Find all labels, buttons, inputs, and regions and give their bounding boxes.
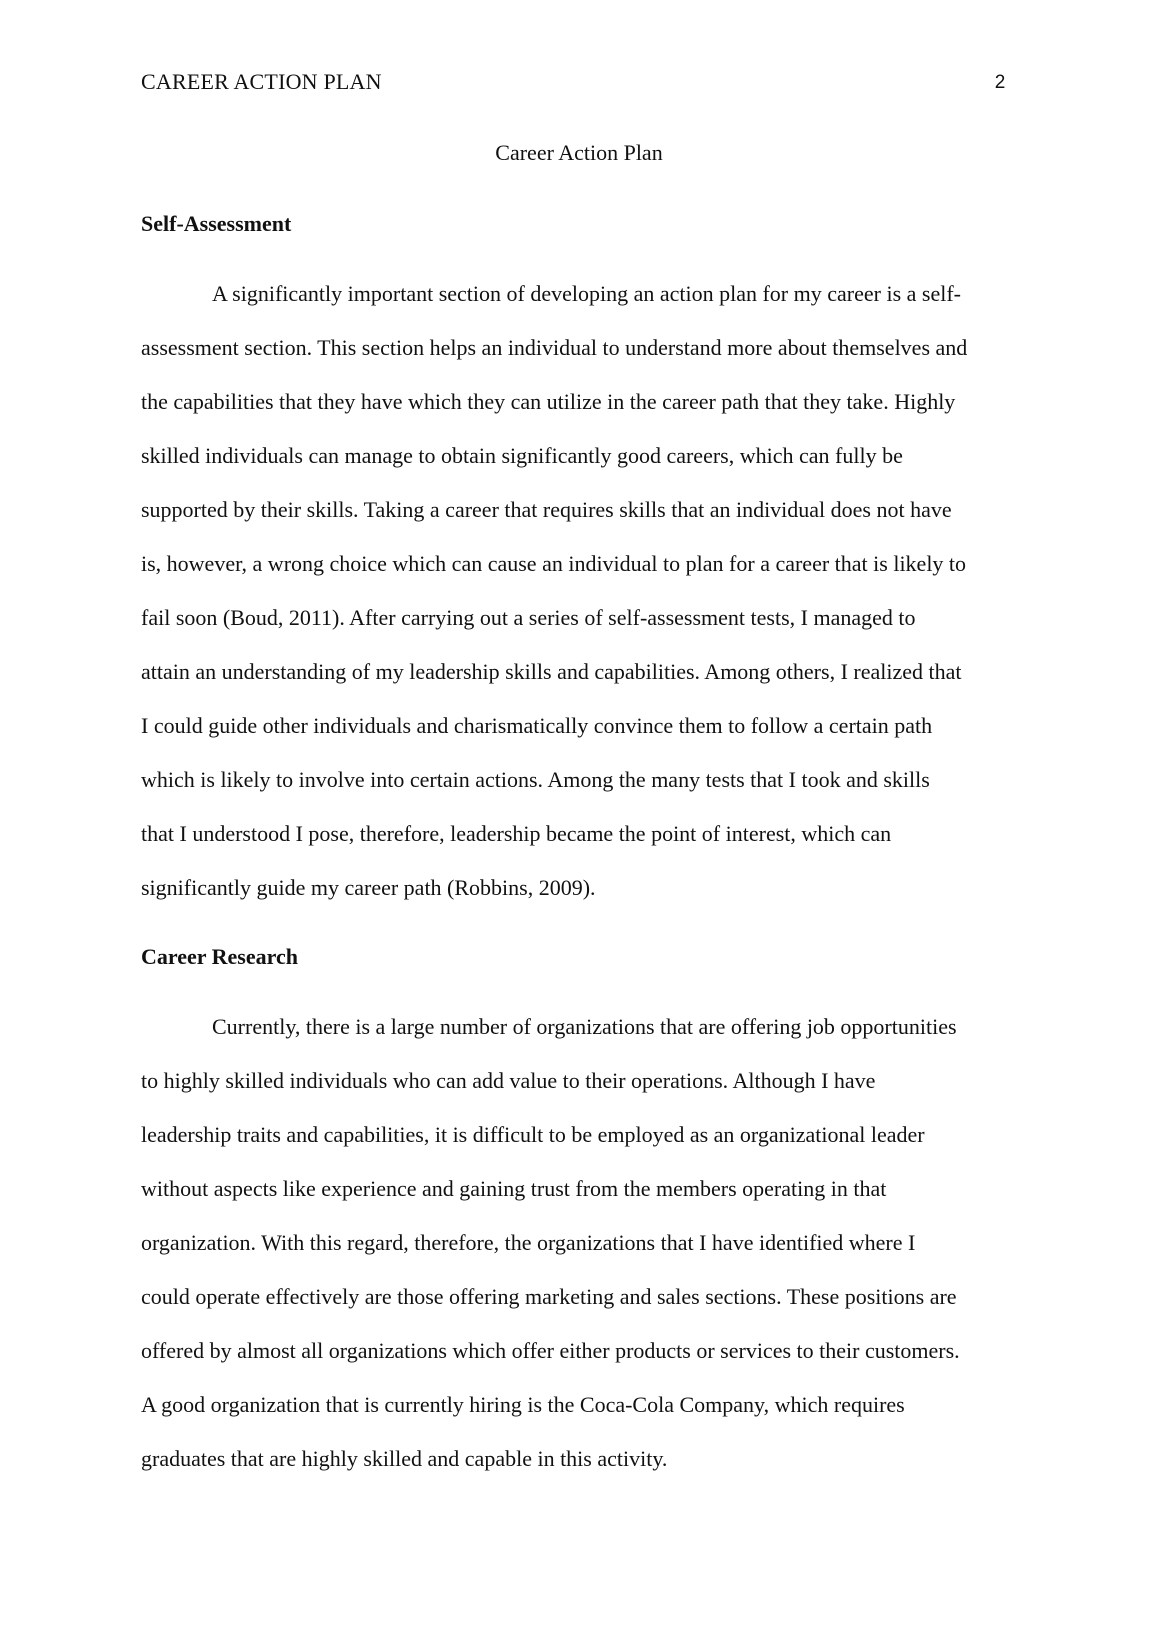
paragraph-line: to highly skilled individuals who can add value to their operations. Although I have xyxy=(141,1068,876,1093)
paragraph-line: organization. With this regard, therefore, the organizations that I have identified where I xyxy=(141,1230,916,1255)
paragraph-line: could operate effectively are those offering marketing and sales sections. These positions are xyxy=(141,1284,957,1309)
paragraph-line: supported by their skills. Taking a career that requires skills that an individual does not have xyxy=(141,497,952,522)
paragraph-line: significantly guide my career path (Robbins, 2009). xyxy=(141,875,596,900)
paragraph-line: without aspects like experience and gaining trust from the members operating in that xyxy=(141,1176,887,1201)
section-heading-career-research: Career Research xyxy=(141,944,298,969)
paragraph-career-research xyxy=(141,1013,1031,1499)
section-heading-self-assessment: Self-Assessment xyxy=(141,211,292,236)
document-title: Career Action Plan xyxy=(495,140,663,165)
paragraph-line: that I understood I pose, therefore, leadership became the point of interest, which can xyxy=(141,821,892,846)
paragraph-line: is, however, a wrong choice which can cause an individual to plan for a career that is likely to xyxy=(141,551,967,576)
paragraph-line: offered by almost all organizations which offer either products or services to their customers. xyxy=(141,1338,960,1363)
paragraph-line: attain an understanding of my leadership skills and capabilities. Among others, I realized that xyxy=(141,659,962,684)
paragraph-line: the capabilities that they have which they can utilize in the career path that they take. Highly xyxy=(141,389,956,414)
running-head: CAREER ACTION PLAN xyxy=(141,69,382,94)
paragraph-line: graduates that are highly skilled and capable in this activity. xyxy=(141,1446,668,1471)
paragraph-line: which is likely to involve into certain actions. Among the many tests that I took and skills xyxy=(141,767,930,792)
paragraph-line: skilled individuals can manage to obtain significantly good careers, which can fully be xyxy=(141,443,903,468)
paragraph-line: I could guide other individuals and charismatically convince them to follow a certain path xyxy=(141,713,933,738)
paragraph-line: A good organization that is currently hiring is the Coca-Cola Company, which requires xyxy=(141,1392,905,1417)
paragraph-line: assessment section. This section helps an individual to understand more about themselves and xyxy=(141,335,968,360)
paragraph-line: Currently, there is a large number of organizations that are offering job opportunities xyxy=(212,1014,957,1039)
paragraph-line: fail soon (Boud, 2011). After carrying out a series of self-assessment tests, I managed to xyxy=(141,605,916,630)
paragraph-self-assessment xyxy=(141,280,1031,928)
paragraph-line: A significantly important section of developing an action plan for my career is a self- xyxy=(212,281,961,306)
page-number: 2 xyxy=(994,72,1006,93)
paragraph-line: leadership traits and capabilities, it is difficult to be employed as an organizational leader xyxy=(141,1122,925,1147)
